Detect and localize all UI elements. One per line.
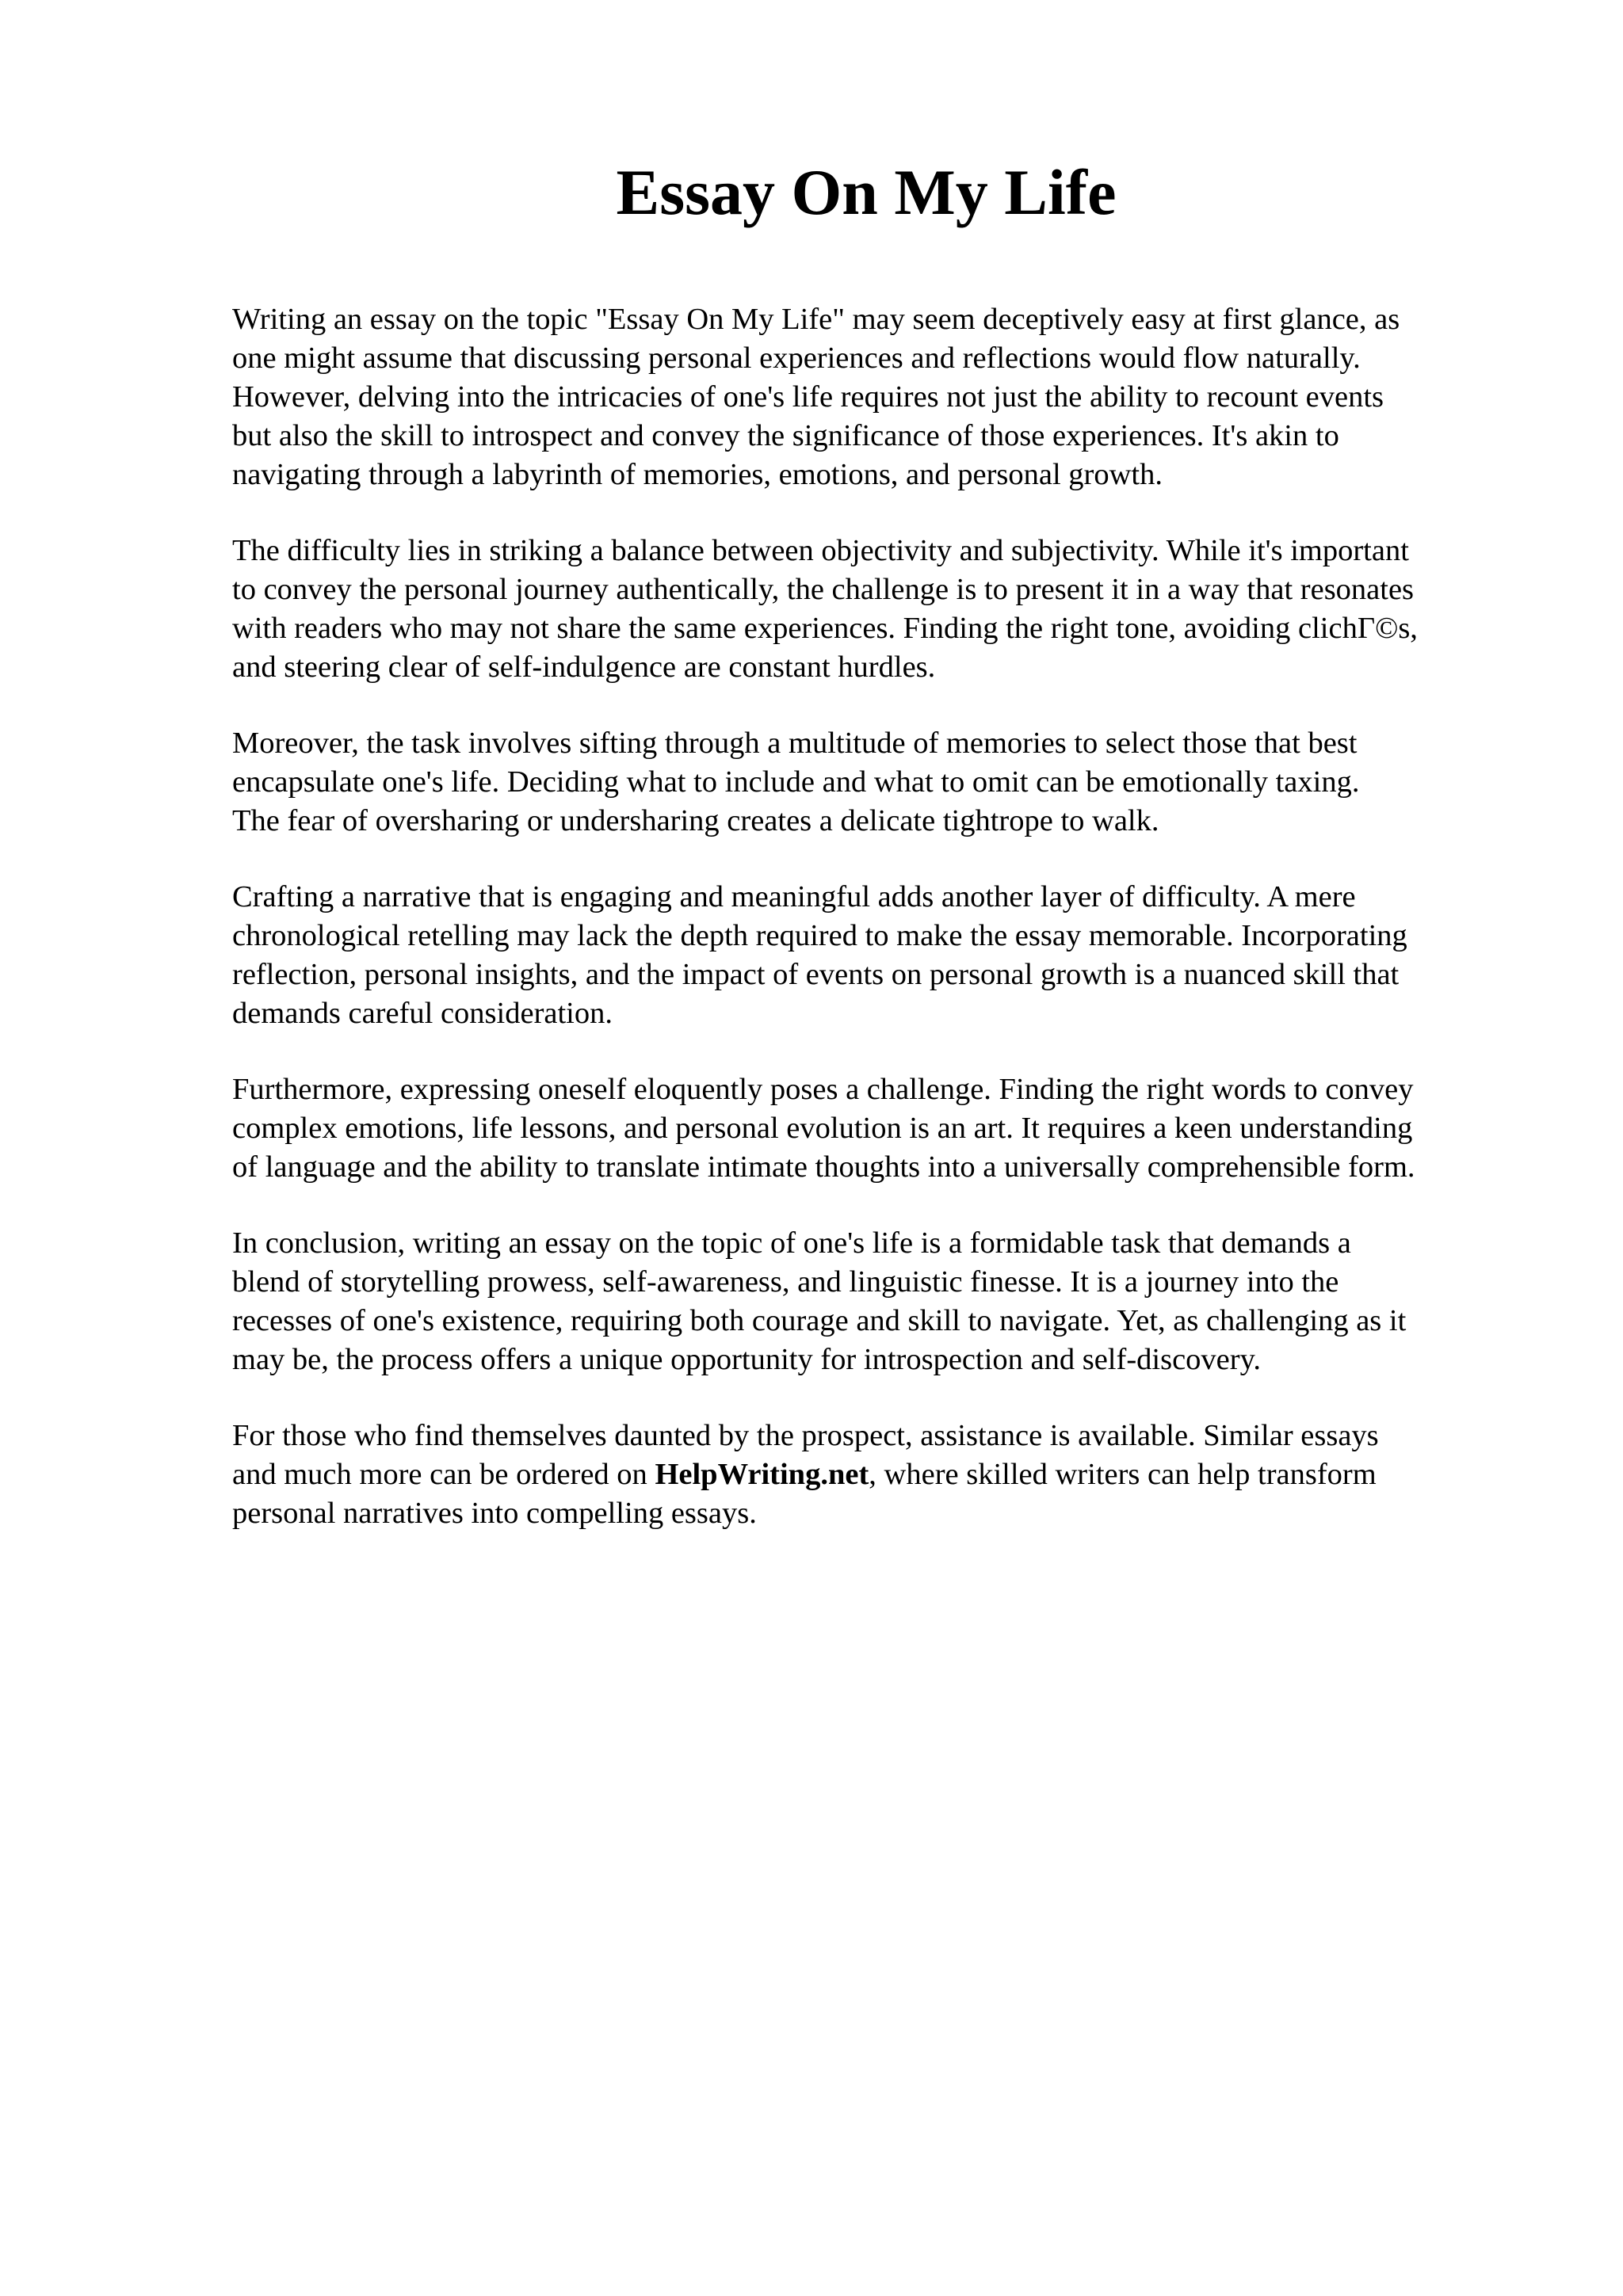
document-title: Essay On My Life <box>616 156 1117 228</box>
paragraph-5: Furthermore, expressing oneself eloquently poses a challenge. Finding the right words to convey complex emotions, life lessons, and personal evolution is an art. It requires a keen understanding of language and the ability to translate intimate thoughts into a universally comprehensible form. <box>232 1073 1415 1184</box>
paragraph-1: Writing an essay on the topic "Essay On My Life" may seem deceptively easy at first glance, as one might assume that discussing personal experiences and reflections would flow naturally. However, delving into the intricacies of one's life requires not just the ability to recount events but also the skill to introspect and convey the significance of those experiences. It's akin to navigating through a labyrinth of memories, emotions, and personal growth. <box>232 303 1400 491</box>
closing-text-before: For those who find themselves daunted by the prospect, assistance is available. Similar essays and much more can be ordered on <box>232 1419 1379 1491</box>
paragraph-6: In conclusion, writing an essay on the topic of one's life is a formidable task that demands a blend of storytelling prowess, self-awareness, and linguistic finesse. It is a journey into the recesses of one's existence, requiring both courage and skill to navigate. Yet, as challenging as it may be, the process offers a unique opportunity for introspection and self-discovery. <box>232 1226 1407 1376</box>
document-body <box>232 300 1516 1570</box>
paragraph-7-closing <box>232 1417 1516 1533</box>
paragraph-3: Moreover, the task involves sifting through a multitude of memories to select those that best encapsulate one's life. Deciding what to include and what to omit can be emotionally taxing. The fear of oversharing or undersharing creates a delicate tightrope to walk. <box>232 727 1360 837</box>
helpwriting-link[interactable]: HelpWriting.net <box>655 1458 869 1491</box>
paragraph-4: Crafting a narrative that is engaging and meaningful adds another layer of difficulty. A mere chronological retelling may lack the depth required to make the essay memorable. Incorporating reflection, personal insights, and the impact of events on personal growth is a nuanced skill that demands careful consideration. <box>232 880 1407 1030</box>
paragraph-2: The difficulty lies in striking a balance between objectivity and subjectivity. While it's important to convey the personal journey authentically, the challenge is to present it in a way that resonates with readers who may not share the same experiences. Finding the right tone, avoiding clichГ©s, and steering clear of self-indulgence are constant hurdles. <box>232 534 1418 684</box>
closing-text-after: , where skilled writers can help transform personal narratives into compelling essays. <box>232 1458 1377 1530</box>
